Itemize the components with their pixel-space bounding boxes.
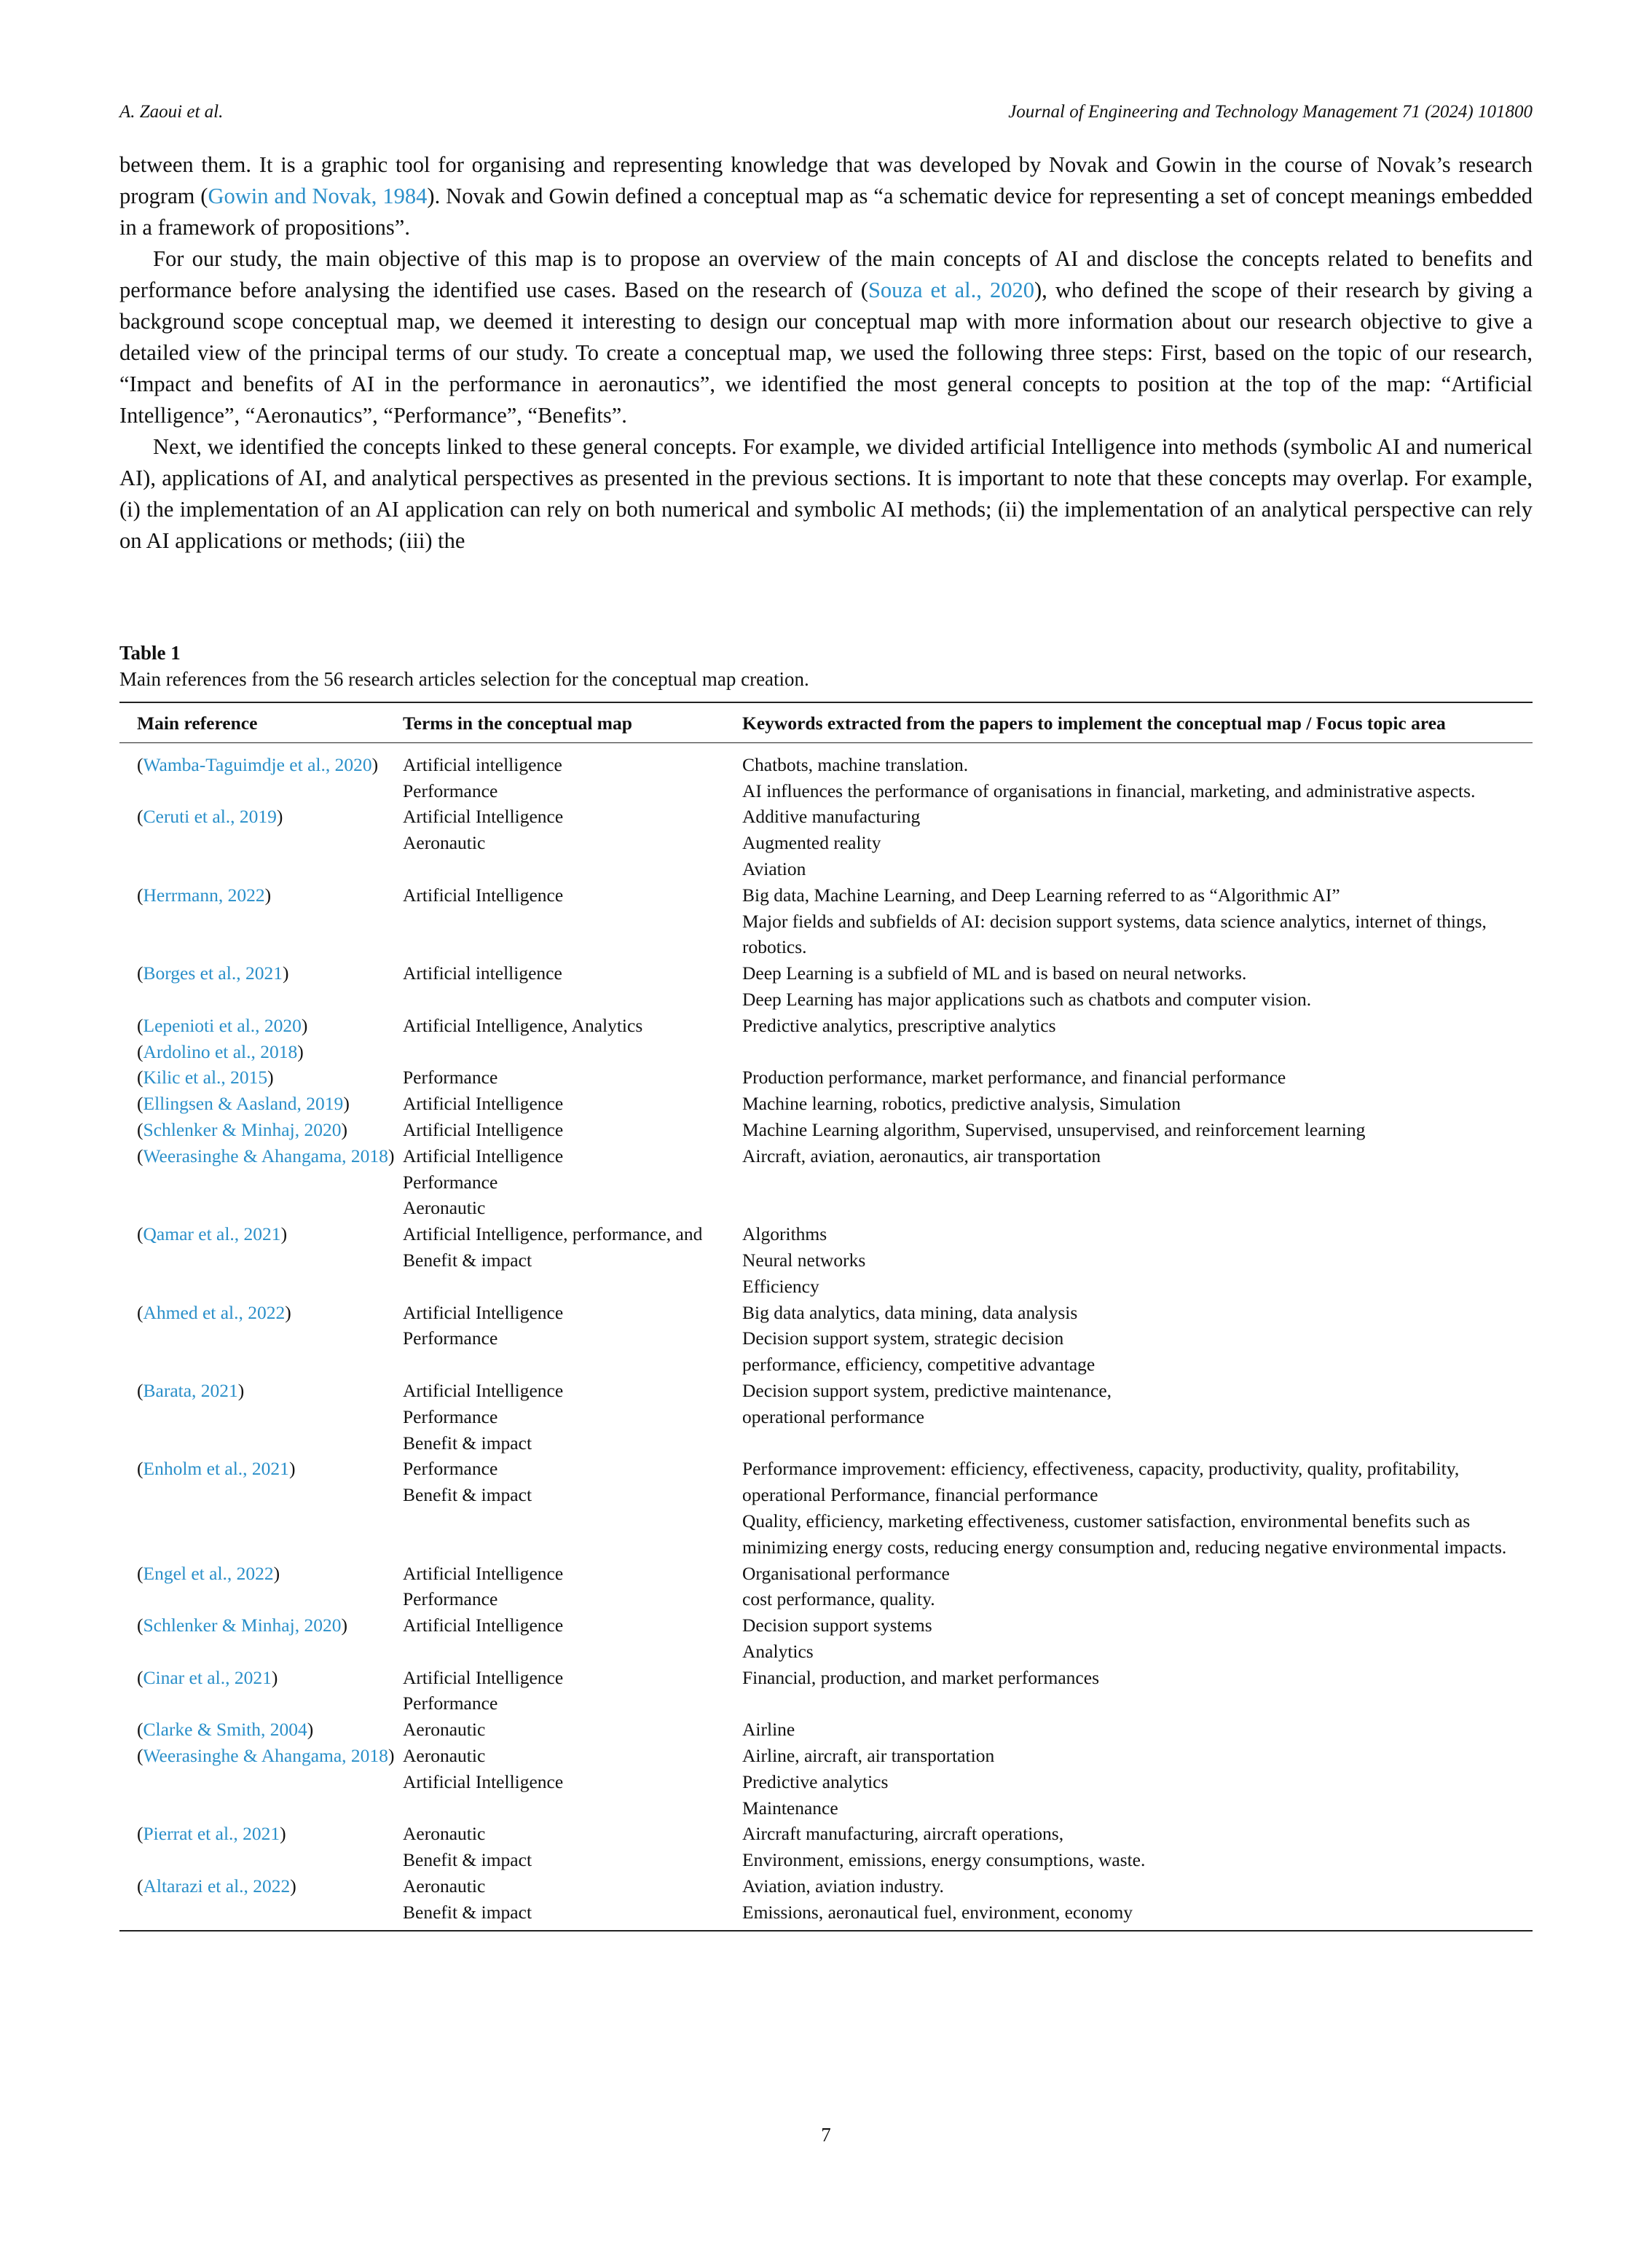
paren: ( (137, 884, 143, 906)
table-row (119, 742, 1533, 804)
reference-entry (137, 882, 403, 909)
paren: ( (137, 1118, 143, 1140)
keyword-line: Decision support systems (742, 1615, 932, 1636)
term-line: Performance (403, 1327, 498, 1349)
term-line: Performance (403, 1458, 498, 1480)
cell-keywords (742, 1091, 1533, 1117)
term-line: Artificial Intelligence (403, 1666, 564, 1688)
reference-link[interactable]: Qamar et al., 2021 (143, 1223, 281, 1245)
keyword-line: Big data, Machine Learning, and Deep Learning referred to as “Algorithmic AI” (742, 884, 1340, 906)
cell-main-reference (119, 1665, 403, 1717)
reference-link[interactable]: Enholm et al., 2021 (143, 1458, 289, 1480)
reference-link[interactable]: Clarke & Smith, 2004 (143, 1719, 307, 1741)
cell-keywords (742, 960, 1533, 1013)
cell-terms (403, 1561, 742, 1613)
paren: ) (237, 1379, 245, 1401)
cell-main-reference (119, 960, 403, 1013)
keyword-line: Decision support system, predictive maintenance, (742, 1379, 1112, 1401)
cell-main-reference (119, 1561, 403, 1613)
table-row (119, 1873, 1533, 1931)
keyword-line: Predictive analytics, prescriptive analytics (742, 1014, 1056, 1036)
table-row (119, 1378, 1533, 1456)
term-line: Artificial Intelligence, performance, and Benefit & impact (403, 1223, 703, 1271)
term-line: Aeronautic (403, 1719, 486, 1741)
paren: ) (280, 1823, 286, 1845)
reference-link[interactable]: Pierrat et al., 2021 (143, 1823, 280, 1845)
reference-entry (137, 752, 403, 778)
paren: ( (137, 1067, 143, 1089)
references-table-container (119, 702, 1533, 1932)
reference-entry (137, 1300, 403, 1326)
term-line: Artificial Intelligence (403, 1379, 564, 1401)
paren: ) (267, 1067, 274, 1089)
paren: ) (282, 962, 289, 984)
cell-keywords (742, 1378, 1533, 1456)
cell-keywords (742, 1064, 1533, 1091)
keyword-line: Environment, emissions, energy consumptions, waste. (742, 1849, 1146, 1871)
paren: ) (388, 1145, 395, 1166)
term-line: Performance (403, 1405, 498, 1427)
table-row (119, 1300, 1533, 1378)
reference-link[interactable]: Engel et al., 2022 (143, 1562, 274, 1584)
cell-keywords (742, 1612, 1533, 1665)
reference-link[interactable]: Weerasinghe & Ahangama, 2018 (143, 1145, 388, 1166)
cell-keywords (742, 804, 1533, 882)
reference-entry (137, 1743, 403, 1769)
term-line: Performance (403, 1067, 498, 1089)
reference-entry (137, 1456, 403, 1482)
paren: ) (341, 1615, 347, 1636)
cell-keywords (742, 742, 1533, 804)
table-label: Table 1 (119, 642, 181, 664)
paren: ) (290, 1875, 296, 1897)
cell-main-reference (119, 1013, 403, 1065)
paren: ) (271, 1666, 278, 1688)
paragraph-2-text-a: For our study, the main objective of this map is to propose an overview of the main concepts of AI and disclose the concepts related to benefits and performance before analysing the identified use cases. Based on the research of ( (119, 246, 1533, 302)
cell-keywords (742, 1717, 1533, 1743)
cell-terms (403, 1221, 742, 1299)
cell-terms (403, 882, 742, 960)
keyword-line: cost performance, quality. (742, 1588, 935, 1610)
term-line: Artificial intelligence (403, 753, 562, 775)
paren: ( (137, 1301, 143, 1323)
reference-entry (137, 1561, 403, 1587)
reference-entry (137, 1064, 403, 1091)
paren: ( (137, 1823, 143, 1845)
table-row (119, 1117, 1533, 1143)
reference-link[interactable]: Ardolino et al., 2018 (143, 1040, 298, 1062)
term-line: Aeronautic (403, 1745, 486, 1767)
page-number: 7 (821, 2124, 831, 2146)
cell-keywords (742, 1456, 1533, 1560)
cell-main-reference (119, 1456, 403, 1560)
term-line: Artificial Intelligence (403, 1093, 564, 1115)
cell-keywords (742, 1013, 1533, 1065)
paren: ) (301, 1014, 308, 1036)
cell-main-reference (119, 742, 403, 804)
table-row (119, 1456, 1533, 1560)
term-line: Artificial Intelligence (403, 1562, 564, 1584)
table-row (119, 1717, 1533, 1743)
paren: ) (371, 753, 379, 775)
keyword-line: Maintenance (742, 1797, 838, 1819)
cell-main-reference (119, 1873, 403, 1931)
cell-terms (403, 1143, 742, 1221)
reference-entry (137, 1717, 403, 1743)
paren: ( (137, 1040, 143, 1062)
table-body (119, 742, 1533, 1930)
paren: ( (137, 1875, 143, 1897)
cell-keywords (742, 882, 1533, 960)
keyword-line: Quality, efficiency, marketing effectiveness, customer satisfaction, environmental benefits such as minimizing energy costs, reducing energy consumption and, reducing negative environmental impacts. (742, 1510, 1507, 1558)
term-line: Benefit & impact (403, 1484, 532, 1506)
cell-terms (403, 1013, 742, 1065)
paren: ) (285, 1301, 291, 1323)
keyword-line: Additive manufacturing (742, 806, 921, 828)
cell-keywords (742, 1143, 1533, 1221)
keyword-line: Neural networks (742, 1249, 866, 1271)
cell-terms (403, 1117, 742, 1143)
keyword-line: Financial, production, and market performances (742, 1666, 1099, 1688)
paren: ( (137, 753, 143, 775)
cell-main-reference (119, 1821, 403, 1873)
term-line: Aeronautic (403, 1823, 486, 1845)
keyword-line: AI influences the performance of organisations in financial, marketing, and administrative aspects. (742, 780, 1476, 801)
keyword-line: Performance improvement: efficiency, effectiveness, capacity, productivity, quality, profitability, (742, 1458, 1460, 1480)
column-header-main-reference: Main reference (119, 702, 403, 742)
table-row (119, 960, 1533, 1013)
cell-main-reference (119, 1064, 403, 1091)
paren: ( (137, 1379, 143, 1401)
term-line: Benefit & impact (403, 1901, 532, 1923)
reference-entry (137, 1378, 403, 1404)
term-line: Aeronautic (403, 832, 486, 854)
cell-keywords (742, 1221, 1533, 1299)
table-header-row (119, 702, 1533, 742)
term-line: Performance (403, 1588, 498, 1610)
keyword-line: Machine Learning algorithm, Supervised, unsupervised, and reinforcement learning (742, 1118, 1366, 1140)
cell-main-reference (119, 1300, 403, 1378)
reference-link[interactable]: Schlenker & Minhaj, 2020 (143, 1615, 342, 1636)
cell-keywords (742, 1117, 1533, 1143)
paragraph-2 (119, 243, 1533, 431)
paren: ( (137, 1223, 143, 1245)
reference-entry (137, 1039, 403, 1065)
paragraph-2-text-b: ), who defined the scope of their research by giving a background scope conceptual map, we deemed it interesting to design our conceptual map with more information about our research objective to give a detailed view of the principal terms of our study. To create a conceptual map, we used the following three steps: First, based on the topic of our research, “Impact and benefits of AI in the performance in aeronautics”, we identified the most general concepts to position at the top of the map: “Artificial Intelligence”, “Aeronautics”, “Performance”, “Benefits”. (119, 278, 1533, 428)
table-row (119, 1821, 1533, 1873)
keyword-line: Aircraft manufacturing, aircraft operations, (742, 1823, 1064, 1845)
cell-keywords (742, 1743, 1533, 1821)
paren: ) (341, 1118, 347, 1140)
keyword-line: Aircraft, aviation, aeronautics, air transportation (742, 1145, 1101, 1166)
table-row (119, 1013, 1533, 1065)
paragraph-1-text-b: ). Novak and Gowin defined a conceptual map as “a schematic device for representing a set of concept meanings embedded in a framework of propositions”. (119, 184, 1533, 240)
cell-main-reference (119, 804, 403, 882)
paren: ) (307, 1719, 314, 1741)
reference-entry (137, 1143, 403, 1169)
reference-entry (137, 1091, 403, 1117)
header-authors: A. Zaoui et al. (119, 102, 224, 122)
table-row (119, 1743, 1533, 1821)
keyword-line: performance, efficiency, competitive advantage (742, 1354, 1096, 1376)
paren: ) (264, 884, 272, 906)
keyword-line: Major fields and subfields of AI: decision support systems, data science analytics, internet of things, robotics. (742, 910, 1487, 958)
cell-terms (403, 804, 742, 882)
paren: ) (288, 1458, 296, 1480)
reference-entry (137, 1821, 403, 1847)
keyword-line: operational Performance, financial performance (742, 1484, 1098, 1506)
cell-terms (403, 1821, 742, 1873)
reference-entry (137, 1612, 403, 1639)
cell-terms (403, 1873, 742, 1931)
running-header (119, 102, 1533, 131)
keyword-line: Efficiency (742, 1275, 819, 1297)
reference-link[interactable]: Borges et al., 2021 (143, 962, 283, 984)
cell-terms (403, 1665, 742, 1717)
cell-terms (403, 960, 742, 1013)
column-header-terms: Terms in the conceptual map (403, 702, 742, 742)
table-caption-text: Main references from the 56 research articles selection for the conceptual map creation. (119, 668, 809, 690)
term-line: Performance (403, 780, 498, 801)
term-line: Artificial Intelligence (403, 806, 564, 828)
paragraph-1 (119, 149, 1533, 243)
reference-entry (137, 1117, 403, 1143)
term-line: Artificial Intelligence (403, 1301, 564, 1323)
reference-link[interactable]: Weerasinghe & Ahangama, 2018 (143, 1745, 388, 1767)
term-line: Artificial Intelligence (403, 1145, 564, 1166)
paren: ) (276, 806, 283, 828)
column-header-keywords: Keywords extracted from the papers to implement the conceptual map / Focus topic area (742, 702, 1533, 742)
paren: ( (137, 1562, 143, 1584)
table-row (119, 1561, 1533, 1613)
table-row (119, 804, 1533, 882)
term-line: Aeronautic (403, 1197, 486, 1219)
cell-main-reference (119, 1091, 403, 1117)
cell-main-reference (119, 882, 403, 960)
reference-link[interactable]: Ellingsen & Aasland, 2019 (143, 1093, 344, 1115)
paren: ) (388, 1745, 395, 1767)
table-row (119, 1091, 1533, 1117)
paren: ( (137, 962, 143, 984)
keyword-line: operational performance (742, 1405, 924, 1427)
keyword-line: Production performance, market performance, and financial performance (742, 1067, 1286, 1089)
term-line: Artificial Intelligence (403, 1615, 564, 1636)
body-text (119, 149, 1533, 557)
keyword-line: Airline (742, 1719, 795, 1741)
keyword-line: Aviation (742, 858, 806, 879)
paragraph-1-text-a: between them. It is a graphic tool for organising and representing knowledge that was developed by Novak and Gowin in the course of Novak’s research program ( (119, 152, 1533, 208)
keyword-line: Decision support system, strategic decision (742, 1327, 1064, 1349)
cell-main-reference (119, 1143, 403, 1221)
paren: ( (137, 1145, 143, 1166)
keyword-line: Predictive analytics (742, 1770, 889, 1792)
cell-keywords (742, 1821, 1533, 1873)
keyword-line: Aviation, aviation industry. (742, 1875, 944, 1897)
cell-keywords (742, 1873, 1533, 1931)
cell-terms (403, 1091, 742, 1117)
reference-link[interactable]: Ahmed et al., 2022 (143, 1301, 286, 1323)
reference-entry (137, 1221, 403, 1247)
paren: ( (137, 806, 143, 828)
keyword-line: Big data analytics, data mining, data analysis (742, 1301, 1078, 1323)
keyword-line: Deep Learning has major applications such as chatbots and computer vision. (742, 988, 1312, 1010)
paren: ( (137, 1666, 143, 1688)
citation-link[interactable]: Souza et al., 2020 (868, 278, 1034, 302)
keyword-line: Organisational performance (742, 1562, 950, 1584)
paren: ) (297, 1040, 304, 1062)
term-line: Artificial Intelligence, Analytics (403, 1014, 643, 1036)
reference-link[interactable]: Altarazi et al., 2022 (143, 1875, 291, 1897)
cell-keywords (742, 1300, 1533, 1378)
cell-terms (403, 1456, 742, 1560)
table-caption (119, 640, 1533, 692)
cell-main-reference (119, 1221, 403, 1299)
keyword-line: Augmented reality (742, 832, 881, 854)
cell-keywords (742, 1561, 1533, 1613)
term-line: Artificial intelligence (403, 962, 562, 984)
term-line: Artificial Intelligence (403, 1770, 564, 1792)
keyword-line: Analytics (742, 1640, 814, 1662)
keyword-line: Machine learning, robotics, predictive analysis, Simulation (742, 1093, 1181, 1115)
term-line: Artificial Intelligence (403, 1118, 564, 1140)
cell-main-reference (119, 1612, 403, 1665)
citation-link[interactable]: Gowin and Novak, 1984 (208, 184, 428, 208)
cell-main-reference (119, 1117, 403, 1143)
term-line: Artificial Intelligence (403, 884, 564, 906)
reference-entry (137, 960, 403, 987)
table-row (119, 1665, 1533, 1717)
reference-link[interactable]: Barata, 2021 (143, 1379, 238, 1401)
table-row (119, 1143, 1533, 1221)
cell-main-reference (119, 1743, 403, 1821)
cell-terms (403, 1717, 742, 1743)
keyword-line: Emissions, aeronautical fuel, environment, economy (742, 1901, 1133, 1923)
paren: ( (137, 1014, 143, 1036)
reference-link[interactable]: Lepenioti et al., 2020 (143, 1014, 302, 1036)
reference-link[interactable]: Ceruti et al., 2019 (143, 806, 277, 828)
table-row (119, 1221, 1533, 1299)
term-line: Performance (403, 1693, 498, 1714)
cell-terms (403, 1743, 742, 1821)
references-table (119, 702, 1533, 1932)
term-line: Benefit & impact (403, 1432, 532, 1454)
reference-link[interactable]: Kilic et al., 2015 (143, 1067, 268, 1089)
paren: ( (137, 1615, 143, 1636)
table-row (119, 1612, 1533, 1665)
paren: ( (137, 1093, 143, 1115)
cell-main-reference (119, 1378, 403, 1456)
paren: ) (273, 1562, 280, 1584)
keyword-line: Airline, aircraft, air transportation (742, 1745, 995, 1767)
paren: ( (137, 1458, 143, 1480)
cell-terms (403, 1300, 742, 1378)
cell-main-reference (119, 1717, 403, 1743)
reference-entry (137, 1665, 403, 1691)
cell-terms (403, 1378, 742, 1456)
reference-link[interactable]: Herrmann, 2022 (143, 884, 265, 906)
keyword-line: Algorithms (742, 1223, 827, 1245)
term-line: Benefit & impact (403, 1849, 532, 1871)
paren: ( (137, 1719, 143, 1741)
cell-terms (403, 1612, 742, 1665)
term-line: Performance (403, 1171, 498, 1193)
keyword-line: Chatbots, machine translation. (742, 753, 969, 775)
table-row (119, 1064, 1533, 1091)
paren: ) (343, 1093, 350, 1115)
paren: ) (280, 1223, 288, 1245)
paragraph-3: Next, we identified the concepts linked to these general concepts. For example, we divided artificial Intelligence into methods (symbolic AI and numerical AI), applications of AI, and analytical perspectives as presented in the previous sections. It is important to note that these concepts may overlap. For example, (i) the implementation of an AI application can rely on both numerical and symbolic AI methods; (ii) the implementation of an analytical perspective can rely on AI applications or methods; (iii) the (119, 434, 1533, 553)
reference-link[interactable]: Cinar et al., 2021 (143, 1666, 272, 1688)
reference-link[interactable]: Schlenker & Minhaj, 2020 (143, 1118, 342, 1140)
reference-entry (137, 1873, 403, 1899)
cell-terms (403, 1064, 742, 1091)
reference-link[interactable]: Wamba-Taguimdje et al., 2020 (143, 753, 372, 775)
table-row (119, 882, 1533, 960)
term-line: Aeronautic (403, 1875, 486, 1897)
cell-terms (403, 742, 742, 804)
keyword-line: Deep Learning is a subfield of ML and is based on neural networks. (742, 962, 1247, 984)
header-journal: Journal of Engineering and Technology Management 71 (2024) 101800 (1008, 102, 1533, 122)
cell-keywords (742, 1665, 1533, 1717)
reference-entry (137, 804, 403, 830)
reference-entry (137, 1013, 403, 1039)
paren: ( (137, 1745, 143, 1767)
